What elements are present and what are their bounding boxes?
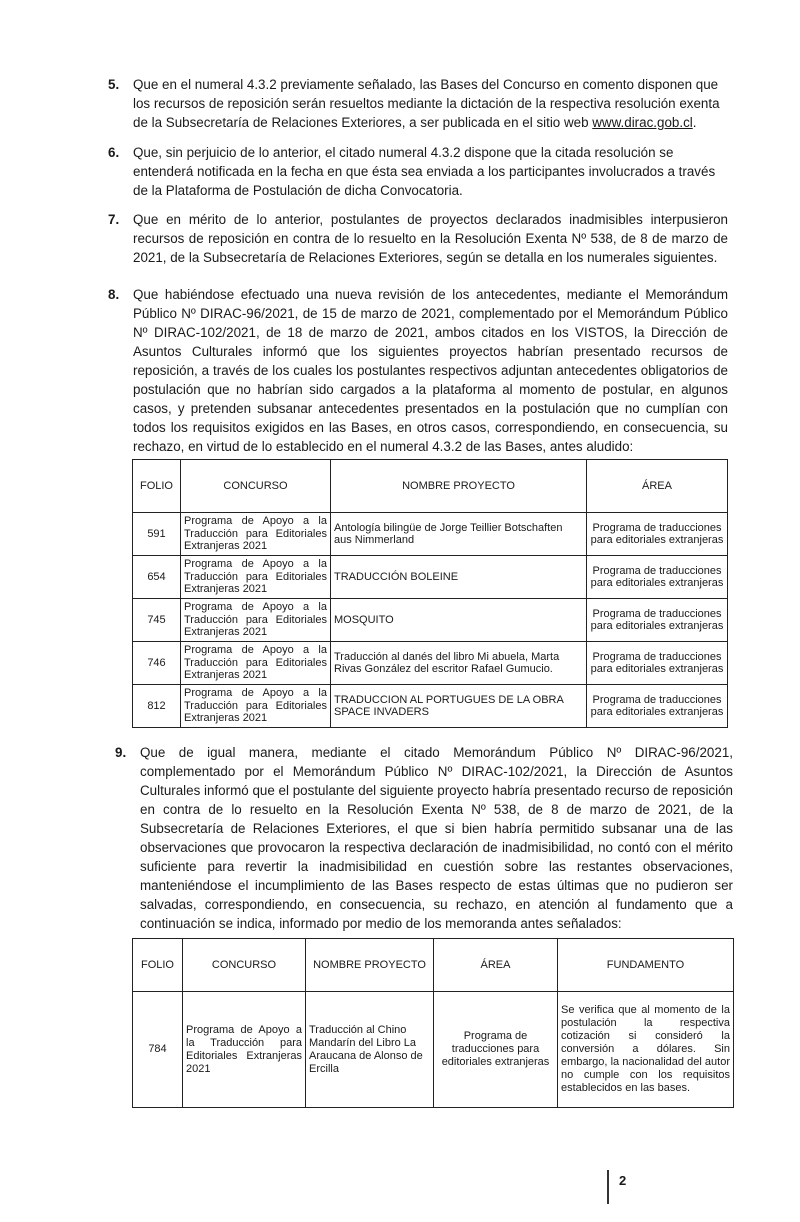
table-header-row [133,460,728,513]
table-row [133,556,728,599]
concurso-cell: Programa de Apoyo a la Traducción para Editoriales Extranjeras 2021 [181,556,331,599]
clause-number: 9. [115,745,127,760]
column-header-folio: FOLIO [133,460,181,513]
area-cell: Programa de traducciones para editoriales extranjeras [587,642,728,685]
column-header-nombre-proyecto: NOMBRE PROYECTO [331,460,587,513]
area-cell: Programa de traducciones para editoriales extranjeras [587,556,728,599]
project-name-cell: MOSQUITO [331,599,587,642]
clause-7 [108,210,728,267]
concurso-cell: Programa de Apoyo a la Traducción para Editoriales Extranjeras 2021 [181,642,331,685]
column-header-area: ÁREA [587,460,728,513]
area-cell: Programa de traducciones para editoriales extranjeras [587,513,728,556]
clause-number: 8. [108,287,120,302]
column-header-concurso: CONCURSO [183,939,306,992]
clause-number: 7. [108,212,120,227]
clause-text: Que de igual manera, mediante el citado Memorándum Público Nº DIRAC-96/2021, complementado por el Memorándum Público Nº DIRAC-102/2021, la Dirección de Asuntos Culturales informó que el postulante del siguiente proyecto habría presentado recurso de reposición en contra de lo resuelto en la Resolución Exenta Nº 538, de 8 de marzo de 2021, de la Subsecretaría de Relaciones Exteriores, el que si bien habría permitido subsanar una de las observaciones que provocaron la respectiva declaración de inadmisibilidad, no contó con el mérito suficiente para revertir la inadmisibilidad en cuestión sobre las restantes observaciones, manteniéndose el incumplimiento de las Bases respecto de estas últimas que no pudieron ser salvadas, correspondiendo, en consecuencia, su rechazo, en atención al fundamento que a continuación se indica, informado por medio de los memoranda antes señalados: [140,745,733,931]
clause-text: Que en mérito de lo anterior, postulantes de proyectos declarados inadmisibles interpusieron recursos de reposición en contra de lo resuelto en la Resolución Exenta Nº 538, de 8 de marzo de 2021, de la Subsecretaría de Relaciones Exteriores, según se detalla en los numerales siguientes. [133,212,728,265]
folio-cell: 591 [133,513,181,556]
project-name-cell: Antología bilingüe de Jorge Teillier Botschaften aus Nimmerland [331,513,587,556]
table-row [133,642,728,685]
table-row [133,685,728,728]
concurso-cell: Programa de Apoyo a la Traducción para Editoriales Extranjeras 2021 [181,513,331,556]
clause-number: 5. [108,77,120,92]
concurso-cell: Programa de Apoyo a la Traducción para Editoriales Extranjeras 2021 [181,599,331,642]
column-header-fundamento: FUNDAMENTO [558,939,734,992]
clause-text: Que en el numeral 4.3.2 previamente señalado, las Bases del Concurso en comento disponen que los recursos de reposición serán resueltos mediante la dictación de la respectiva resolución exenta de la Subsecretaría de Relaciones Exteriores, a ser publicada en el sitio web www.dirac.gob.cl. [133,77,720,130]
column-header-nombre-proyecto: NOMBRE PROYECTO [306,939,434,992]
clause-9 [115,743,733,933]
folio-cell: 745 [133,599,181,642]
concurso-cell: Programa de Apoyo a la Traducción para Editoriales Extranjeras 2021 [183,992,306,1108]
clause-6 [108,143,728,200]
clause-5 [108,75,728,132]
clause-8 [108,285,728,456]
dirac-website-link[interactable]: www.dirac.gob.cl [592,115,693,130]
table-row [133,513,728,556]
project-name-cell: TRADUCCION AL PORTUGUES DE LA OBRA SPACE INVADERS [331,685,587,728]
column-header-concurso: CONCURSO [181,460,331,513]
folio-cell: 746 [133,642,181,685]
area-cell: Programa de traducciones para editoriales extranjeras [434,992,558,1108]
concurso-cell: Programa de Apoyo a la Traducción para Editoriales Extranjeras 2021 [181,685,331,728]
column-header-area: ÁREA [434,939,558,992]
table-row [133,992,734,1108]
project-name-cell: TRADUCCIÓN BOLEINE [331,556,587,599]
clause-number: 6. [108,145,120,160]
page-number: 2 [607,1170,626,1204]
area-cell: Programa de traducciones para editoriales extranjeras [587,685,728,728]
table-header-row [133,939,734,992]
column-header-folio: FOLIO [133,939,183,992]
folio-cell: 654 [133,556,181,599]
inadmissible-projects-table [132,459,728,728]
project-name-cell: Traducción al Chino Mandarín del Libro La Araucana de Alonso de Ercilla [306,992,434,1108]
folio-cell: 812 [133,685,181,728]
table-row [133,599,728,642]
clause-text: Que habiéndose efectuado una nueva revisión de los antecedentes, mediante el Memorándum Público Nº DIRAC-96/2021, de 15 de marzo de 2021, complementado por el Memorándum Público Nº DIRAC-102/2021, de 18 de marzo de 2021, ambos citados en los VISTOS, la Dirección de Asuntos Culturales informó que los siguientes proyectos habrían presentado recursos de reposición, a través de los cuales los postulantes respectivos adjuntan antecedentes obligatorios de postulación que no habrían sido cargados a la plataforma al momento de postular, en algunos casos, y pretenden subsanar antecedentes presentados en la postulación que no cumplían con todos los requisitos exigidos en las Bases, en otros casos, correspondiendo, en consecuencia, su rechazo, en virtud de lo establecido en el numeral 4.3.2 de las Bases, antes aludido: [133,287,728,454]
rejected-project-table [132,938,734,1108]
project-name-cell: Traducción al danés del libro Mi abuela, Marta Rivas González del escritor Rafael Gumucio. [331,642,587,685]
area-cell: Programa de traducciones para editoriales extranjeras [587,599,728,642]
folio-cell: 784 [133,992,183,1108]
clause-text: Que, sin perjuicio de lo anterior, el citado numeral 4.3.2 dispone que la citada resolución se entenderá notificada en la fecha en que ésta sea enviada a los participantes involucrados a través de la Plataforma de Postulación de dicha Convocatoria. [133,145,716,198]
fundamento-cell: Se verifica que al momento de la postulación la respectiva cotización si consideró la conversión a dólares. Sin embargo, la nacionalidad del autor no cumple con los requisitos establecidos en las bases. [558,992,734,1108]
